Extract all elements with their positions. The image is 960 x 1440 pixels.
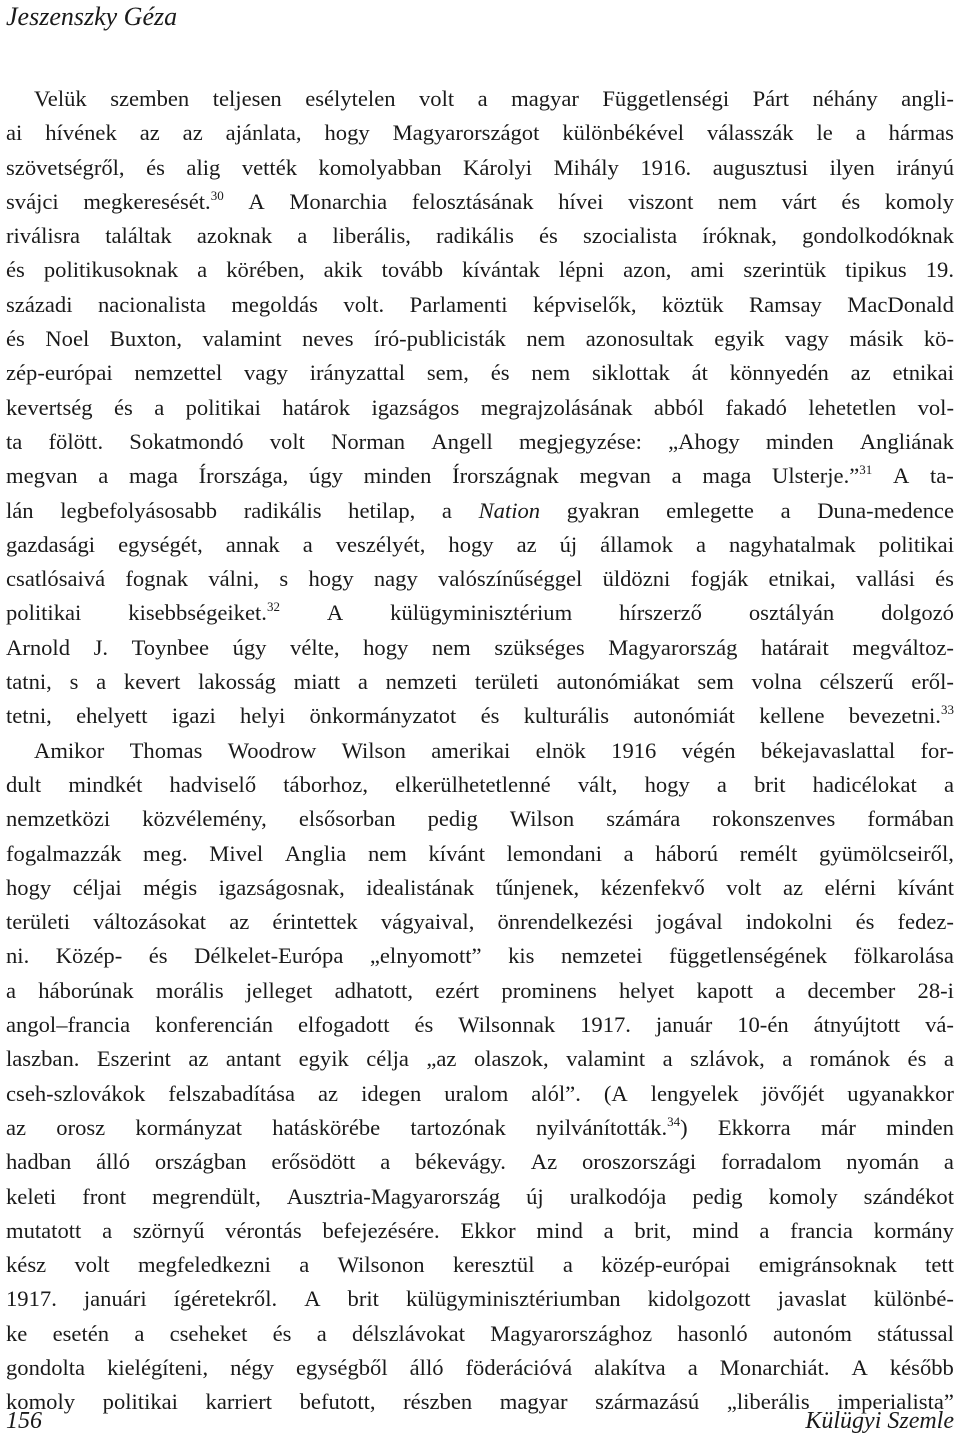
text-line: hadban álló országban erősödött a békevágy. Az oroszországi forradalom nyomán a — [6, 1149, 954, 1175]
text-line: fogalmazzák meg. Mivel Anglia nem kívánt lemondani a háború remélt gyümölcseiről, — [6, 840, 954, 866]
text-line: megvan a maga Írországa, úgy minden Írországnak megvan a maga Ulsterje.”$^{31}$ A ta- — [6, 462, 954, 489]
text-line: svájci megkeresését.$^{30}$ A Monarchia felosztásának hívei viszont nem várt és komoly — [6, 187, 954, 214]
body-text — [6, 82, 954, 1420]
text-line: ai hívének az az ajánlata, hogy Magyarországot különbékével válasszák le a hármas — [6, 120, 954, 146]
journal-name: Külügyi Szemle — [805, 1408, 954, 1434]
text-line: lán legbefolyásosabb radikális hetilap, a Nation gyakran emlegette a Duna-medence — [6, 497, 954, 523]
text-line: csatlósaivá fognak válni, s hogy nagy valószínűséggel üldözni fogják etnikai, vallási és — [6, 566, 954, 592]
text-line: Velük szemben teljesen esélytelen volt a magyar Függetlenségi Párt néhány angli- — [34, 86, 954, 111]
text-line: és Noel Buxton, valamint neves író-publicisták nem azonosultak egyik vagy másik kö- — [6, 326, 954, 352]
text-line: 1917. januári ígéretekről. A brit külügyminisztériumban kidolgozott javaslat különbé- — [6, 1286, 954, 1312]
text-line: gazdasági egységét, annak a veszélyét, hogy az új államok a nagyhatalmak politikai — [6, 531, 954, 557]
text-line: századi nacionalista megoldás volt. Parlamenti képviselők, köztük Ramsay MacDonald — [6, 291, 954, 317]
text-line: keleti front megrendült, Ausztria-Magyarország új uralkodója pedig komoly szándékot — [6, 1183, 954, 1209]
page-number: 156 — [6, 1408, 42, 1434]
text-line: az orosz kormányzat hatáskörébe tartozónak nyilvánították.$^{34}$) Ekkorra már minden — [6, 1113, 954, 1140]
running-head: Jeszenszky Géza — [6, 2, 178, 31]
text-line: laszban. Eszerint az antant egyik célja „az olaszok, valamint a szlávok, a románok és a — [6, 1046, 954, 1072]
text-line: mutatott a szörnyű vérontás befejezésére. Ekkor mind a brit, mind a francia kormány — [6, 1217, 954, 1243]
text-line: és politikusoknak a körében, akik tovább kívántak lépni azon, ami szerintük tipikus 19. — [6, 257, 954, 283]
text-line: zép-európai nemzettel vagy irányzattal sem, és nem siklottak át könnyedén az etnikai — [6, 360, 954, 386]
text-line: a háborúnak morális jelleget adhatott, ezért prominens helyet kapott a december 28-i — [6, 977, 954, 1003]
text-line: ke esetén a cseheket és a délszlávokat Magyarországhoz hasonló autonóm státussal — [6, 1320, 954, 1346]
text-line: riválisra találtak azoknak a liberális, radikális és szocialista íróknak, gondolkodóknak — [6, 223, 954, 249]
text-line: gondolta kielégíteni, négy egységből álló föderációvá alakítva a Monarchiát. A később — [6, 1354, 954, 1380]
text-line: cseh-szlovákok felszabadítása az idegen uralom alól”. (A lengyelek jövőjét ugyanakkor — [6, 1080, 954, 1106]
text-line: ta fölött. Sokatmondó volt Norman Angell megjegyzése: „Ahogy minden Angliának — [6, 428, 954, 454]
text-line: angol–francia konferencián elfogadott és Wilsonnak 1917. január 10-én átnyújtott vá- — [6, 1012, 954, 1038]
text-line: területi változásokat az érintettek vágyaival, önrendelkezési jogával indokolni és fedez- — [6, 909, 954, 935]
text-line: szövetségről, és alig vették komolyabban Károlyi Mihály 1916. augusztusi ilyen irányú — [6, 154, 954, 180]
text-line: kevertség és a politikai határok igazságos megrajzolásának abból fakadó lehetetlen vol- — [6, 394, 954, 420]
text-line: Arnold J. Toynbee úgy vélte, hogy nem szükséges Magyarország határait megváltoz- — [6, 634, 954, 660]
text-line: dult mindkét hadviselő táborhoz, elkerülhetetlenné vált, hogy a brit hadicélokat a — [6, 771, 954, 797]
text-line: hogy céljai mégis igazságosnak, idealistának tűnjenek, kézenfekvő volt az elérni kívánt — [6, 874, 954, 900]
text-line: tatni, s a kevert lakosság miatt a nemzeti területi autonómiákat sem volna célszerű eről- — [6, 669, 954, 695]
text-line: politikai kisebbségeiket.$^{32}$ A külügyminisztérium hírszerző osztályán dolgozó — [6, 599, 954, 626]
text-line: nemzetközi közvélemény, elsősorban pedig Wilson számára rokonszenves formában — [6, 806, 954, 832]
text-line: tetni, ehelyett igazi helyi önkormányzatot és kulturális autonómiát kellene bevezetni.$^{33}$ — [6, 702, 954, 729]
text-line: komoly politikai karriert befutott, részben magyar származású „liberális imperialista” — [6, 1389, 954, 1415]
text-line: kész volt megfeledkezni a Wilsonon keresztül a közép-európai emigránsoknak tett — [6, 1252, 954, 1278]
text-line: ni. Közép- és Délkelet-Európa „elnyomott” kis nemzetei függetlenségének fölkarolása — [6, 943, 954, 969]
text-line: Amikor Thomas Woodrow Wilson amerikai elnök 1916 végén békejavaslattal for- — [34, 737, 954, 763]
